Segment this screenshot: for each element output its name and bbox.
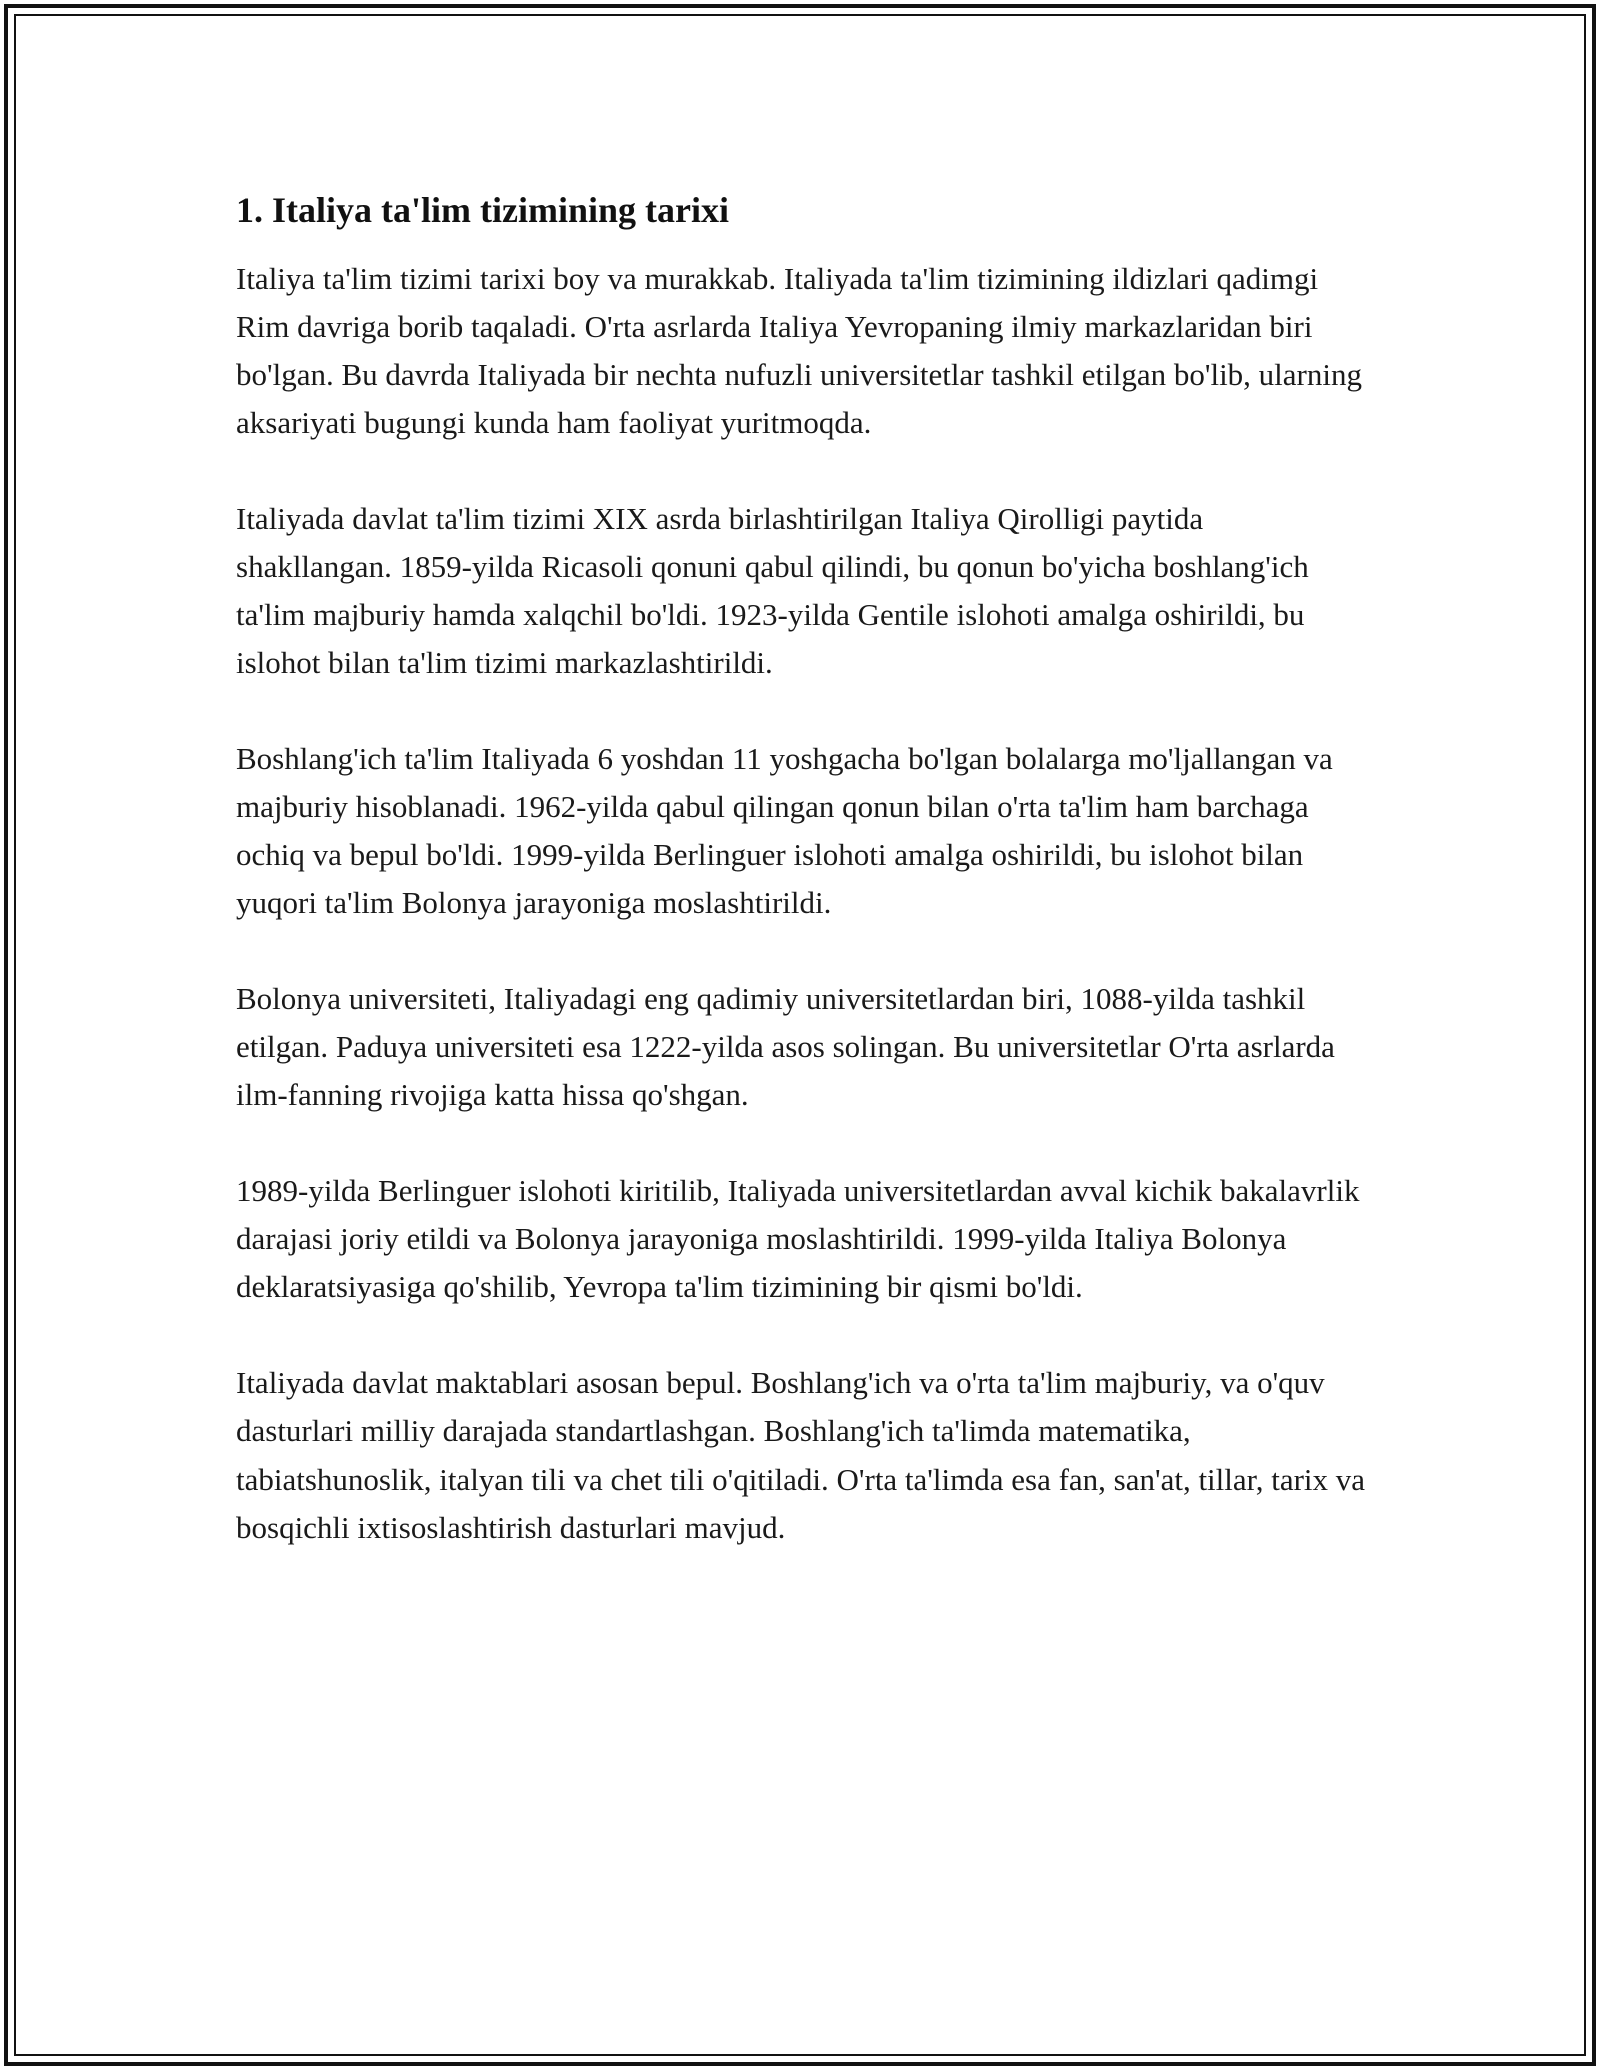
section-heading: 1. Italiya ta'lim tizimining tarixi (236, 190, 729, 230)
paragraph-5: 1989-yilda Berlinguer islohoti kiritilib, Italiyada universitetlardan avval kichik bakalavrlik darajasi joriy etildi va Bolonya jarayoniga moslashtirildi. 1999-yilda Italiya Bolonya deklaratsiyasiga qo'shilib, Yevropa ta'lim tizimining bir qismi bo'ldi. (236, 1173, 1360, 1305)
paragraph-1: Italiya ta'lim tizimi tarixi boy va murakkab. Italiyada ta'lim tizimining ildizlari qadimgi Rim davriga borib taqaladi. O'rta asrlarda Italiya Yevropaning ilmiy markazlaridan biri bo'lgan. Bu davrda Italiyada bir nechta nufuzli universitetlar tashkil etilgan bo'lib, ularning aksariyati bugungi kunda ham faoliyat yuritmoqda. (236, 260, 1362, 440)
paragraph-3: Boshlang'ich ta'lim Italiyada 6 yoshdan 11 yoshgacha bo'lgan bolalarga mo'ljallangan va majburiy hisoblanadi. 1962-yilda qabul qilingan qonun bilan o'rta ta'lim ham barchaga ochiq va bepul bo'ldi. 1999-yilda Berlinguer islohoti amalga oshirildi, bu islohot bilan yuqori ta'lim Bolonya jarayoniga moslashtirildi. (236, 740, 1333, 921)
paragraph-2: Italiyada davlat ta'lim tizimi XIX asrda birlashtirilgan Italiya Qirolligi paytida shakllangan. 1859-yilda Ricasoli qonuni qabul qilindi, bu qonun bo'yicha boshlang'ich ta'lim majburiy hamda xalqchil bo'ldi. 1923-yilda Gentile islohoti amalga oshirildi, bu islohot bilan ta'lim tizimi markazlashtirildi. (236, 500, 1309, 680)
paragraph-6: Italiyada davlat maktablari asosan bepul. Boshlang'ich va o'rta ta'lim majburiy, va o'quv dasturlari milliy darajada standartlashgan. Boshlang'ich ta'limda matematika, tabiatshunoslik, italyan tili va chet tili o'qitiladi. O'rta ta'limda esa fan, san'at, tillar, tarix va bosqichli ixtisoslashtirish dasturlari mavjud. (236, 1365, 1366, 1545)
paragraph-4: Bolonya universiteti, Italiyadagi eng qadimiy universitetlardan biri, 1088-yilda tashkil etilgan. Paduya universiteti esa 1222-yilda asos solingan. Bu universitetlar O'rta asrlarda ilm-fanning rivojiga katta hissa qo'shgan. (236, 981, 1335, 1113)
document-body (236, 186, 1366, 1600)
